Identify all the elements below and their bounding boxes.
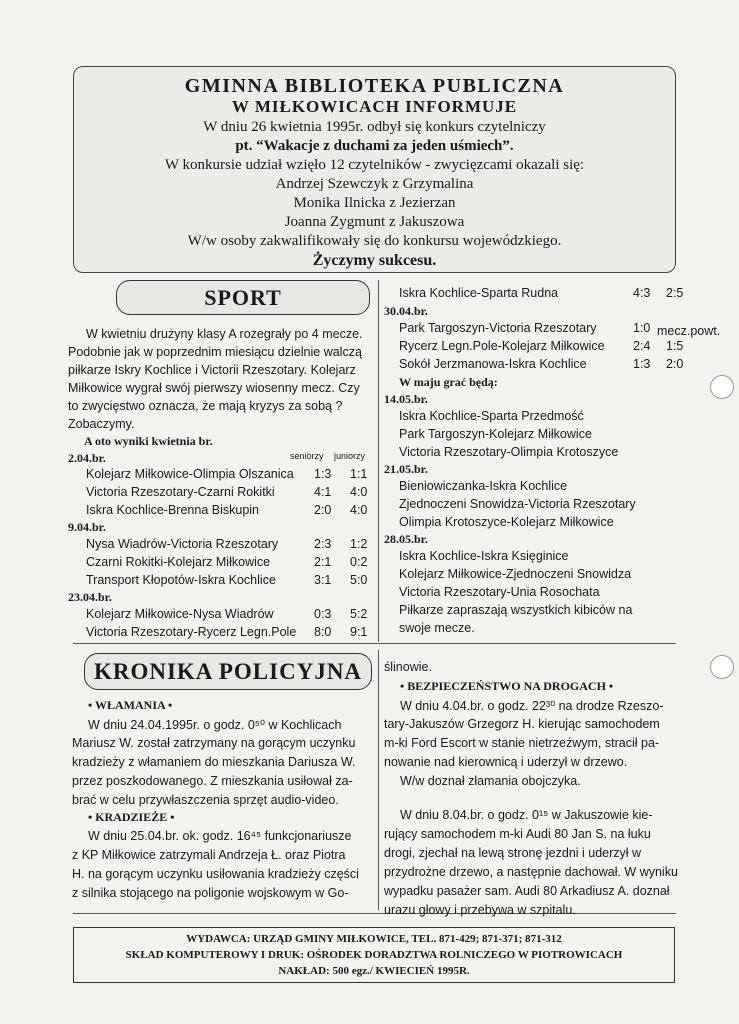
burglary-line: W dniu 24.04.1995r. o godz. 0⁵⁰ w Kochlicach — [88, 718, 342, 732]
score-juniors: 1:2 — [350, 537, 368, 551]
score-juniors: 4:0 — [350, 503, 368, 517]
score-juniors: 9:1 — [350, 625, 368, 639]
road-safety-heading: • BEZPIECZEŃSTWO NA DROGACH • — [400, 679, 614, 693]
fixture: Victoria Rzeszotary-Olimpia Krotoszyce — [399, 445, 619, 459]
publisher-footer — [73, 927, 675, 983]
score-seniors: 1:3 — [314, 467, 332, 481]
road-line: tary-Jakuszów Grzegorz H. kierując samochodem — [384, 717, 660, 731]
sport-closing-line: Piłkarze zapraszają wszystkich kibiców na — [399, 603, 633, 617]
library-line: W konkursie udział wzięło 12 czytelników - zwycięzcami okazali się: — [164, 157, 585, 173]
fixture: Zjednoczeni Snowidza-Victoria Rzeszotary — [399, 497, 636, 511]
match-teams: Czarni Rokitki-Kolejarz Miłkowice — [86, 555, 271, 569]
theft-heading: • KRADZIEŻE • — [88, 810, 175, 824]
match-teams: Iskra Kochlice-Brenna Biskupin — [86, 503, 259, 517]
theft-line: ślinowie. — [384, 660, 432, 674]
sport-intro-line: Podobnie jak w poprzednim miesiącu dzielnie walczą — [68, 345, 362, 359]
road-line: urazu głowy i przebywa w szpitalu. — [384, 903, 576, 917]
round-date: 21.05.br. — [384, 462, 428, 476]
match-teams: Park Targoszyn-Victoria Rzeszotary — [399, 321, 597, 335]
burglary-line: przez poszkodowanego. Z mieszkania usiłował za- — [72, 774, 353, 788]
fixture: Victoria Rzeszotary-Unia Rosochata — [399, 585, 600, 599]
road-line: przydrożne drzewo, a następnie dachował. W wyniku — [384, 865, 678, 879]
column-divider — [378, 650, 379, 910]
score-juniors: 5:0 — [350, 573, 368, 587]
sport-intro-line: W kwietniu drużyny klasy A rozegrały po 4 mecze. — [86, 327, 363, 341]
score-seniors: 2:0 — [314, 503, 332, 517]
punch-hole-bottom — [710, 655, 734, 679]
library-line: Życzymy sukcesu. — [312, 252, 437, 269]
score-note: mecz.powt. — [657, 324, 721, 338]
library-line: W/w osoby zakwalifikowały się do konkursu wojewódzkiego. — [187, 233, 562, 249]
match-teams: Nysa Wiadrów-Victoria Rzeszotary — [86, 537, 279, 551]
section-divider — [73, 643, 676, 644]
match-teams: Transport Kłopotów-Iskra Kochlice — [86, 573, 276, 587]
score-seniors: 2:4 — [633, 339, 651, 353]
library-line: W dniu 26 kwietnia 1995r. odbył się konkurs czytelniczy — [203, 119, 546, 135]
score-juniors: 1:5 — [666, 339, 684, 353]
score-juniors: 5:2 — [350, 607, 368, 621]
score-seniors: 0:3 — [314, 607, 332, 621]
fixture: Kolejarz Miłkowice-Zjednoczeni Snowidza — [399, 567, 632, 581]
sport-title: SPORT — [116, 280, 370, 315]
score-juniors: 0:2 — [350, 555, 368, 569]
footer-publisher: WYDAWCA: URZĄD GMINY MIŁKOWICE, TEL. 871-429; 871-371; 871-312 — [186, 933, 562, 945]
road-line: W/w doznał złamania obojczyka. — [400, 774, 581, 788]
library-line: Joanna Zygmunt z Jakuszowa — [284, 214, 465, 230]
match-teams: Victoria Rzeszotary-Czarni Rokitki — [86, 485, 275, 499]
road-line: rujący samochodem m-ki Audi 80 Jan S. na łuku — [384, 827, 651, 841]
road-line: W dniu 8.04.br. o godz. 0¹⁵ w Jakuszowie kie- — [400, 808, 653, 822]
results-heading: A oto wyniki kwietnia br. — [84, 434, 213, 448]
footer-rule — [73, 913, 676, 914]
fixture: Iskra Kochlice-Iskra Księginice — [399, 549, 569, 563]
fixture: Iskra Kochlice-Sparta Przedmość — [399, 409, 584, 423]
library-line: pt. “Wakacje z duchami za jeden uśmiech”. — [235, 138, 514, 154]
column-divider — [378, 280, 379, 642]
library-announcement-box — [73, 66, 676, 273]
score-seniors: 1:0 — [633, 321, 651, 335]
theft-line: W dniu 25.04.br. ok. godz. 16⁴⁵ funkcjonariusze — [88, 829, 352, 843]
round-date: 9.04.br. — [68, 520, 106, 534]
road-line: drogi, zjechał na lewą stronę jezdni i uderzył w — [384, 846, 642, 860]
match-teams: Iskra Kochlice-Sparta Rudna — [399, 286, 559, 300]
col-seniors-label: seniorzy — [290, 451, 324, 461]
score-juniors: 4:0 — [350, 485, 368, 499]
round-date: 23.04.br. — [68, 590, 112, 604]
round-date: 28.05.br. — [384, 532, 428, 546]
fixture: Park Targoszyn-Kolejarz Miłkowice — [399, 427, 592, 441]
score-seniors: 8:0 — [314, 625, 332, 639]
police-chronicle-title: KRONIKA POLICYJNA — [84, 653, 372, 690]
fixture: Bieniowiczanka-Iskra Kochlice — [399, 479, 568, 493]
burglary-line: brać w celu przywłaszczenia sprzęt audio-video. — [72, 793, 339, 807]
sport-closing-line: swoje mecze. — [399, 621, 475, 635]
match-teams: Sokół Jerzmanowa-Iskra Kochlice — [399, 357, 587, 371]
sport-intro-line: Zobaczymy. — [68, 417, 135, 431]
col-juniors-label: juniorzy — [334, 451, 366, 461]
sport-intro-line: Miłkowice wygrał swój pierwszy wiosenny mecz. Czy — [68, 381, 360, 395]
match-teams: Victoria Rzeszotary-Rycerz Legn.Pole — [86, 625, 297, 639]
road-line: m-ki Ford Escort w stanie nietrzeźwym, stracił pa- — [384, 736, 660, 750]
score-seniors: 4:1 — [314, 485, 332, 499]
score-seniors: 3:1 — [314, 573, 332, 587]
match-teams: Rycerz Legn.Pole-Kolejarz Miłkowice — [399, 339, 605, 353]
sport-intro-line: to zwycięstwo oznacza, że mają kryzys za sobą ? — [68, 399, 343, 413]
score-juniors: 2:5 — [666, 286, 684, 300]
score-seniors: 2:3 — [314, 537, 332, 551]
theft-line: z silnika stojącego na poligonie wojskowym w Go- — [72, 886, 349, 900]
burglary-line: Mariusz W. został zatrzymany na gorącym uczynku — [72, 736, 356, 750]
score-seniors: 4:3 — [633, 286, 651, 300]
round-date: 30.04.br. — [384, 304, 428, 318]
fixture: Olimpia Krotoszyce-Kolejarz Miłkowice — [399, 515, 614, 529]
round-date: 2.04.br. — [68, 451, 106, 465]
match-teams: Kolejarz Miłkowice-Nysa Wiadrów — [86, 607, 274, 621]
road-line: wypadku pasażer sam. Audi 80 Arkadiusz A. doznał — [384, 884, 670, 898]
may-heading: W maju grać będą: — [399, 375, 498, 389]
road-line: nowanie nad kierownicą i uderzył w drzewo. — [384, 755, 628, 769]
library-line: Andrzej Szewczyk z Grzymalina — [275, 176, 474, 192]
footer-print: SKŁAD KOMPUTEROWY I DRUK: OŚRODEK DORADZTWA ROLNICZEGO W PIOTROWICACH — [125, 949, 623, 961]
score-juniors: 1:1 — [350, 467, 368, 481]
theft-line: z KP Miłkowice zatrzymali Andrzeja Ł. oraz Piotra — [72, 848, 346, 862]
round-date: 14.05.br. — [384, 392, 428, 406]
footer-circulation: NAKŁAD: 500 egz./ KWIECIEŃ 1995R. — [278, 965, 470, 977]
punch-hole-top — [710, 375, 734, 399]
score-seniors: 1:3 — [633, 357, 651, 371]
score-seniors: 2:1 — [314, 555, 332, 569]
match-teams: Kolejarz Miłkowice-Olimpia Olszanica — [86, 467, 294, 481]
theft-line: H. na gorącym uczynku usiłowania kradzieży części — [72, 867, 359, 881]
library-line: Monika Ilnicka z Jezierzan — [293, 195, 456, 211]
road-line: W dniu 4.04.br. o godz. 22³⁰ na drodze Rzeszo- — [400, 699, 664, 713]
sport-intro-line: piłkarze Iskry Kochlice i Victorii Rzeszotary. Kolejarz — [68, 363, 356, 377]
library-subtitle: W MIŁKOWICACH INFORMUJE — [231, 97, 518, 116]
library-title: GMINNA BIBLIOTEKA PUBLICZNA — [184, 75, 565, 97]
burglary-heading: • WŁAMANIA • — [88, 698, 173, 712]
burglary-line: kradzieży z włamaniem do mieszkania Dariusza W. — [72, 755, 356, 769]
score-juniors: 2:0 — [666, 357, 684, 371]
